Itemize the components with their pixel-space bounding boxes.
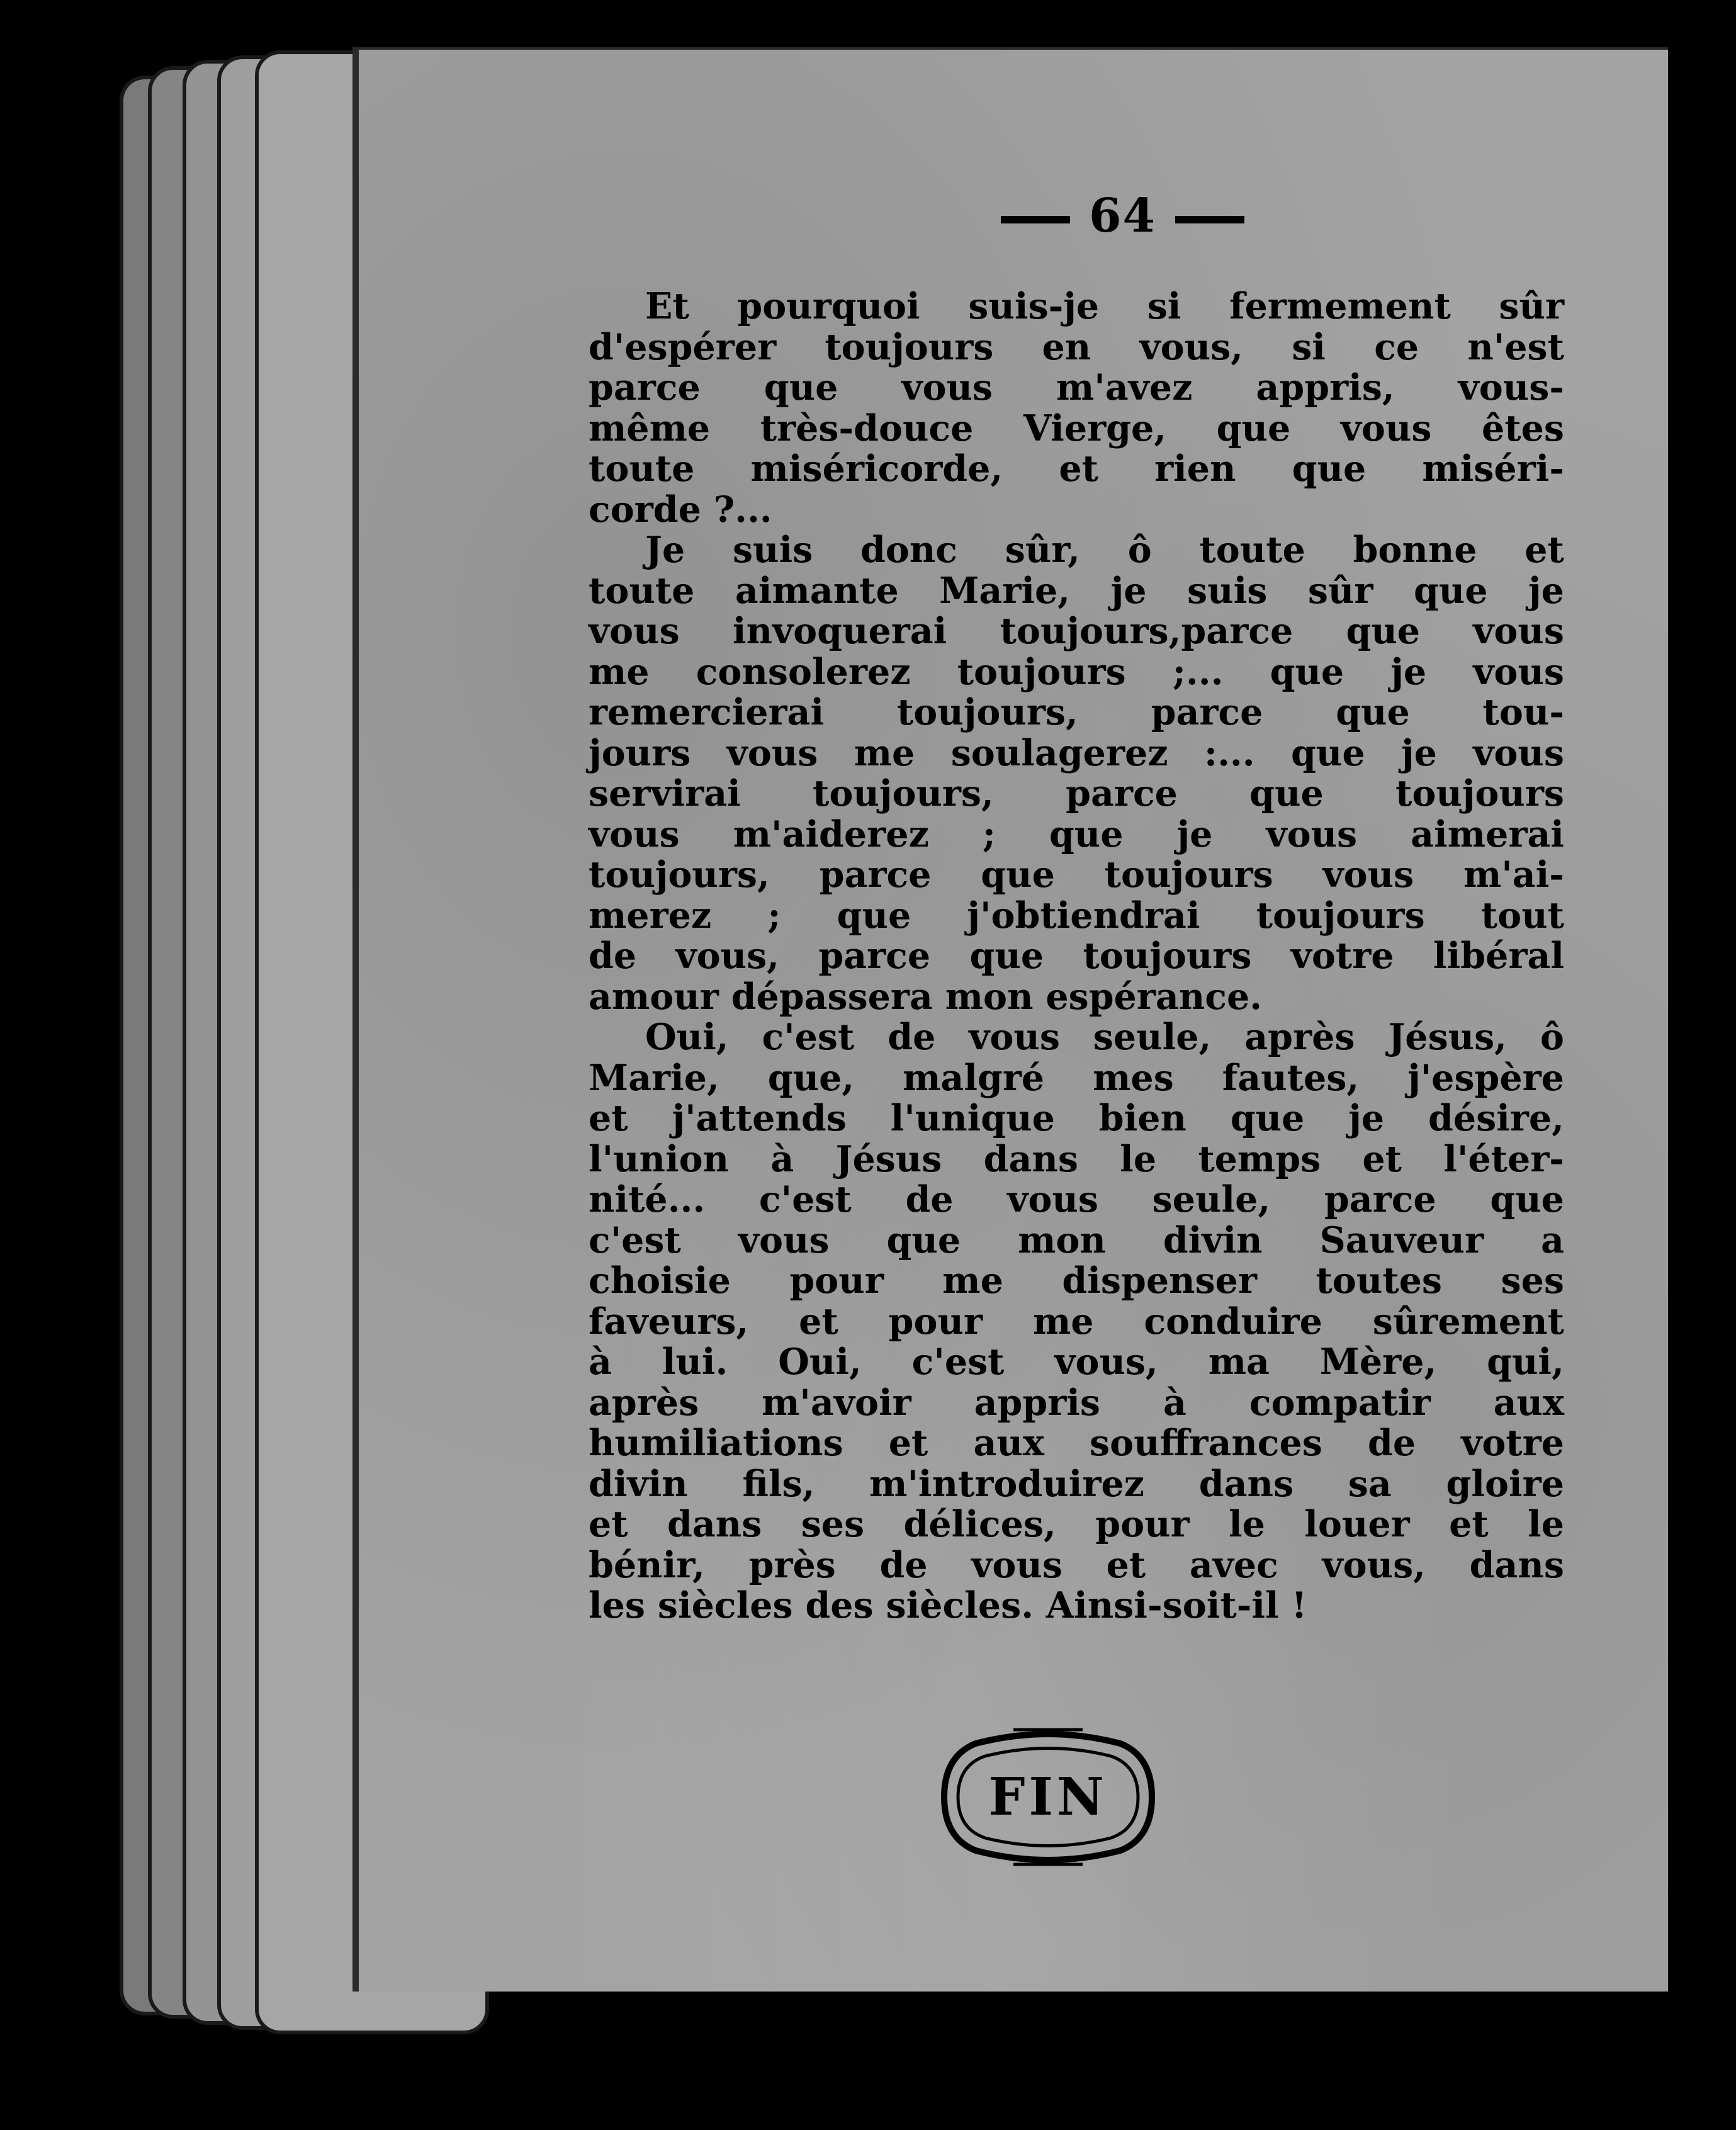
text-line: et j'attends l'unique bien que je désire, — [589, 1097, 1564, 1139]
text-line: toujours, parce que toujours vous m'ai- — [589, 854, 1564, 896]
text-line: corde ?... — [589, 488, 772, 531]
prayer-text — [589, 286, 1564, 1626]
text-line: humiliations et aux souffrances de votre — [589, 1422, 1564, 1464]
text-line: Je suis donc sûr, ô toute bonne et — [645, 529, 1564, 571]
text-line: servirai toujours, parce que toujours — [589, 772, 1564, 814]
text-line: faveurs, et pour me conduire sûrement — [589, 1300, 1564, 1343]
text-line: choisie pour me dispenser toutes ses — [589, 1259, 1564, 1302]
text-line: me consolerez toujours ;... que je vous — [589, 650, 1564, 693]
text-line: c'est vous que mon divin Sauveur a — [589, 1219, 1564, 1261]
page-number-dash-left — [1001, 216, 1070, 223]
text-line: à lui. Oui, c'est vous, ma Mère, qui, — [589, 1341, 1564, 1383]
text-line: Marie, que, malgré mes fautes, j'espère — [589, 1056, 1564, 1099]
text-line: vous invoquerai toujours,parce que vous — [589, 610, 1564, 652]
text-line: toute miséricorde, et rien que miséri- — [589, 448, 1564, 490]
text-line: bénir, près de vous et avec vous, dans — [589, 1543, 1564, 1586]
text-line: nité... c'est de vous seule, parce que — [589, 1178, 1564, 1220]
page-number — [982, 189, 1263, 243]
text-line: même très-douce Vierge, que vous êtes — [589, 407, 1564, 449]
text-line: amour dépassera mon espérance. — [589, 975, 1263, 1018]
text-line: parce que vous m'avez appris, vous- — [589, 366, 1564, 409]
text-line: de vous, parce que toujours votre libéral — [589, 935, 1564, 977]
paragraph-2 — [589, 530, 1564, 1017]
text-line: toute aimante Marie, je suis sûr que je — [589, 569, 1564, 612]
text-line: Et pourquoi suis-je si fermement sûr — [645, 285, 1564, 327]
text-line: Oui, c'est de vous seule, après Jésus, ô — [645, 1016, 1564, 1058]
text-line: divin fils, m'introduirez dans sa gloire — [589, 1462, 1564, 1505]
text-line: jours vous me soulagerez :... que je vous — [589, 731, 1564, 774]
text-line: merez ; que j'obtiendrai toujours tout — [589, 894, 1564, 937]
text-line: les siècles des siècles. Ainsi-soit-il ! — [589, 1584, 1307, 1626]
fin-label: FIN — [988, 1767, 1108, 1827]
page-number-dash-right — [1175, 216, 1244, 223]
text-line: après m'avoir appris à compatir aux — [589, 1381, 1564, 1424]
page-number-value: 64 — [1089, 189, 1156, 243]
text-line: d'espérer toujours en vous, si ce n'est — [589, 325, 1564, 368]
fin-cartouche — [938, 1725, 1158, 1869]
text-line: et dans ses délices, pour le louer et le — [589, 1503, 1564, 1545]
paragraph-1 — [589, 286, 1564, 530]
text-line: l'union à Jésus dans le temps et l'éter- — [589, 1137, 1564, 1180]
paragraph-3 — [589, 1017, 1564, 1626]
text-line: remercierai toujours, parce que tou- — [589, 691, 1564, 733]
text-line: vous m'aiderez ; que je vous aimerai — [589, 813, 1564, 855]
